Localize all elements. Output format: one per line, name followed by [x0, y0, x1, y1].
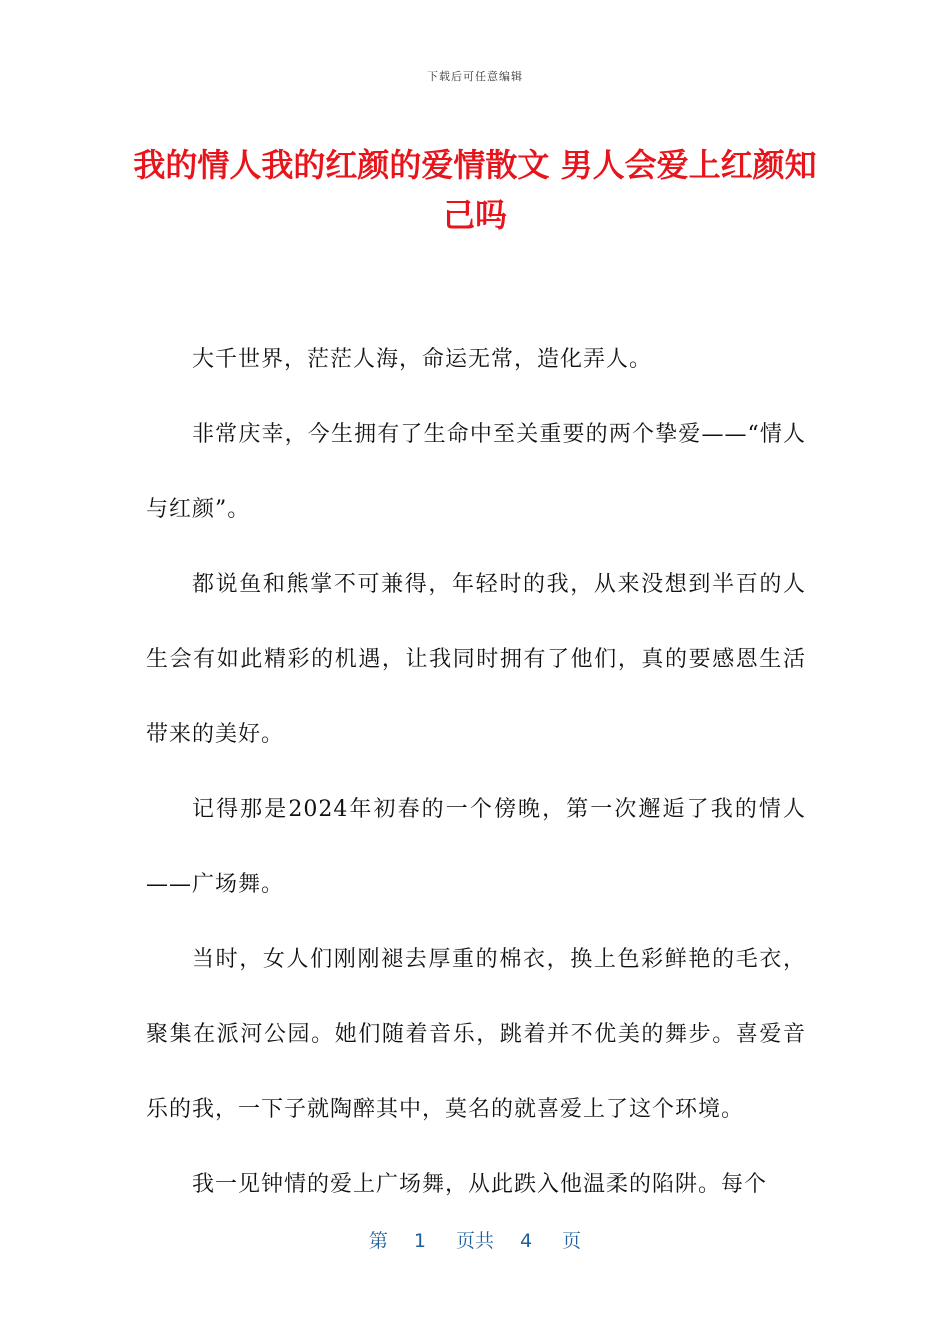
document-title: 我的情人我的红颜的爱情散文 男人会爱上红颜知己吗: [133, 146, 817, 234]
header-note: 下载后可任意编辑: [427, 70, 523, 83]
footer-middle: 页共: [455, 1230, 494, 1252]
current-page-number: 1: [413, 1230, 426, 1252]
paragraph: 大千世界，茫茫人海，命运无常，造化弄人。: [192, 347, 653, 372]
paragraph: 记得那是2024年初春的一个傍晚，第一次邂逅了我的情人——广场舞。: [146, 797, 806, 897]
document-body: [146, 322, 806, 1222]
paragraph: 我一见钟情的爱上广场舞，从此跌入他温柔的陷阱。每个: [192, 1172, 768, 1197]
footer-prefix: 第: [368, 1230, 388, 1252]
page-footer: [0, 1226, 950, 1253]
paragraph: 非常庆幸，今生拥有了生命中至关重要的两个挚爱——“情人与红颜”。: [146, 422, 806, 522]
paragraph: 当时，女人们刚刚褪去厚重的棉衣，换上色彩鲜艳的毛衣，聚集在派河公园。她们随着音乐，跳着并不优美的舞步。喜爱音乐的我，一下子就陶醉其中，莫名的就喜爱上了这个环境。: [146, 947, 806, 1122]
total-pages-number: 4: [520, 1230, 533, 1252]
footer-suffix: 页: [562, 1230, 582, 1252]
paragraph: 都说鱼和熊掌不可兼得，年轻时的我，从来没想到半百的人生会有如此精彩的机遇，让我同时拥有了他们，真的要感恩生活带来的美好。: [146, 572, 806, 747]
